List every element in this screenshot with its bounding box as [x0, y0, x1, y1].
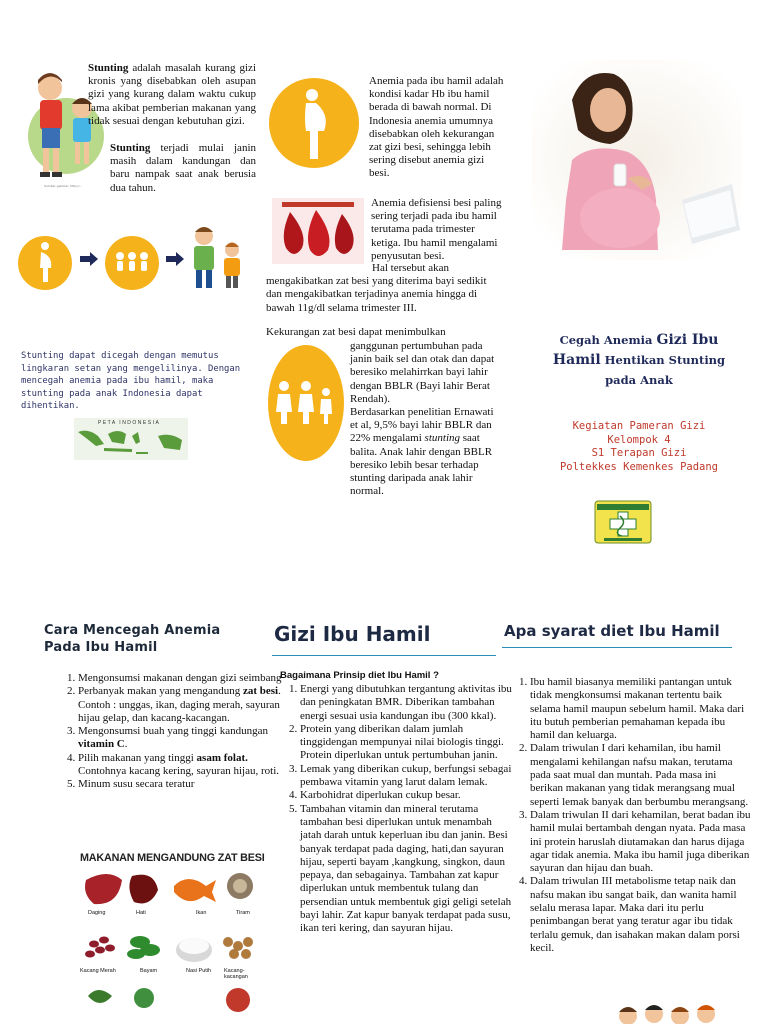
- list-item: 4. Karbohidrat diperlukan cukup besar.: [300, 789, 512, 802]
- panel-cover: [510, 60, 768, 560]
- panel-prevention: [44, 620, 282, 1024]
- list-item: 3. Lemak yang diberikan cukup, berfungsi sebagai pembawa vitamin yang larut dalam lemak.: [300, 763, 512, 790]
- food-label: Ikan: [196, 910, 207, 916]
- diet-principles-list: [278, 683, 512, 936]
- food-label: Kacang-kacangan: [224, 968, 248, 980]
- food-images: [78, 868, 268, 1024]
- svg-text:Sumber gambar: http://...: Sumber gambar: http://...: [44, 184, 83, 188]
- blood-cells-image: [272, 198, 364, 264]
- food-label: Tiram: [236, 910, 250, 916]
- list-item: 1. Energi yang dibutuhkan tergantung aktivitas ibu dan peningkatan BMR. Diberikan tambahan energi sesuai usia kandungan ibu (300 kkal).: [300, 683, 512, 723]
- food-label: Bayam: [140, 968, 158, 974]
- panel-nutrition: [272, 620, 512, 1024]
- list-item: 2. Perbanyak makan yang mengandung zat besi. Contoh : unggas, ikan, daging merah, sayuran hijau gelap, dan kacang-kacangan.: [78, 685, 282, 725]
- title-divider: [502, 647, 732, 648]
- deficiency-lead: Kekurangan zat besi dapat menimbulkan: [266, 326, 446, 338]
- kids-illustration: [614, 1000, 724, 1024]
- list-item: 5. Minum susu secara teratur: [78, 778, 282, 791]
- stunting-prevention-note: Stunting dapat dicegah dengan memutus lingkaran setan yang mengelilinya. Dengan mencegah anemia pada ibu hamil, maka stunting pada anak Indonesia dapat dihentikan.: [21, 351, 241, 412]
- prevention-title: Cara Mencegah Anemia Pada Ibu Hamil: [44, 623, 221, 655]
- event-info: Kegiatan Pameran Gizi Kelompok 4 S1 Terapan Gizi Poltekkes Kemenkes Padang: [559, 420, 719, 473]
- food-label: Daging: [88, 910, 106, 916]
- list-item: 1. Ibu hamil biasanya memiliki pantangan untuk tidak mengkonsumsi makanan tertentu baik selama hamil maupun sebelum hamil. Maka dari itu butuh pemberian pemahaman kepada ibu hamil dan keluarga.: [530, 676, 752, 742]
- nutrition-subtitle: Bagaimana Prinsip diet Ibu Hamil ?: [280, 670, 439, 681]
- food-label: Kacang Merah: [80, 968, 116, 974]
- list-item: 5. Tambahan vitamin dan mineral terutama tambahan besi diperlukan untuk menambah jatah darah untuk keperluan ibu dan janin. Besi banyak terdapat pada daging, hati,dan sayuran hijau, seperti bayam ,kangkung, singkon, daun pepaya, dan sebagainya. Tambahan zat kapur diperlukan untuk membentuk tulang dan persendian untuk membentuk gigi geligi setelah bayi lahir. Zat kapur banyak terdapat pada susu, ikan teri kering, dan sayuran hijau.: [300, 803, 512, 936]
- food-label: Hati: [136, 910, 146, 916]
- prevention-list: [56, 672, 282, 792]
- diet-requirements-title: Apa syarat diet Ibu Hamil: [504, 622, 720, 640]
- list-item: 2. Dalam triwulan I dari kehamilan, ibu hamil mengalami kehilangan nafsu makan, terutama pada saat mual dan muntah. Pada masa ini berikan makanan yang tidak merangsang mual seperti lemak banyak dan berbumbu merangsang.: [530, 742, 752, 808]
- panel-anemia: [266, 72, 504, 498]
- anemia-definition: Anemia pada ibu hamil adalah kondisi kadar Hb ibu hamil berada di bawah normal. Di Indonesia anemia umumnya disebabkan oleh kekurangan zat gizi besi, sehingga lebih sering disebut anemia gizi besi.: [369, 75, 504, 180]
- iron-deficiency-text: Anemia defisiensi besi paling sering terjadi pada ibu hamil terutama pada trimester ketiga. Ibu hamil mengalami penyusutan besi.: [371, 197, 502, 262]
- stunting-cycle-icons: [18, 216, 254, 296]
- poltekkes-logo: [594, 500, 652, 544]
- nutrition-title: Gizi Ibu Hamil: [274, 622, 431, 646]
- diet-requirements-list: [508, 676, 752, 955]
- stunting-definition: Stunting adalah masalah kurang gizi kronis yang disebabkan oleh asupan gizi yang kurang dalam waktu cukup lama akibat pemberian makanan yang tidak sesuai dengan kebutuhan gizi.: [88, 62, 256, 127]
- panel-diet-requirements: [502, 620, 751, 1024]
- deficiency-text: ganggunan pertumbuhan pada janin baik sel dan otak dan dapat beresiko melahirrkan bayi lahir dengan BBLR (Bayi lahir Berat Rendah).: [350, 340, 495, 405]
- cover-title: Cegah Anemia Gizi Ibu Hamil Hentikan Stunting pada Anak: [552, 332, 726, 387]
- family-icon: [266, 342, 346, 464]
- pregnant-woman-photo: [532, 60, 742, 260]
- stunting-onset: Stunting terjadi mulai janin masih dalam kandungan dan baru nampak saat anak berusia dua tahun.: [110, 142, 256, 194]
- list-item: 4. Pilih makanan yang tinggi asam folat. Contohnya kacang kering, sayuran hijau, roti.: [78, 752, 282, 779]
- list-item: 3. Mengonsumsi buah yang tinggi kandungan vitamin C.: [78, 725, 282, 752]
- list-item: 3. Dalam triwulan II dari kehamilan, berat badan ibu hamil mulai bertambah dengan nyata. Pada masa ini protein haruslah diutamakan dan harus dijaga agar tidak anemia. Maka ibu hamil juga diberikan sayuran dan hijau dan buah.: [530, 809, 752, 875]
- title-divider: [272, 655, 496, 656]
- food-poster-title: MAKANAN MENGANDUNG ZAT BESI: [80, 852, 265, 864]
- panel-stunting: [18, 60, 258, 460]
- pregnant-woman-icon: [266, 75, 362, 171]
- map-label: PETA INDONESIA: [98, 420, 161, 426]
- list-item: 4. Dalam triwulan III metabolisme tetap naik dan nafsu makan ibu sangat baik, dan wanita hamil selalu merasa lapar. Maka dari itu perlu penimbangan berat yang teratur agar ibu tidak terlalu gemuk, dan isahakan makan dalam porsi kecil.: [530, 875, 752, 955]
- list-item: 2. Protein yang diberikan dalam jumlah tinggidengan mempunyai nilai biologis tinggi. Protein diperlukan untuk pertumbuhan janin.: [300, 723, 512, 763]
- list-item: 1. Mengonsumsi makanan dengan gizi seimbang: [78, 672, 282, 685]
- food-label: Nasi Putih: [186, 968, 212, 974]
- iron-deficiency-consequence: Hal tersebut akan mengakibatkan zat besi yang diterima bayi sedikit dan mengakibatkan terjadinya anemia hingga di bawah 11g/dl selama trimester III.: [266, 262, 487, 314]
- research-text: Berdasarkan penelitian Ernawati et al, 9,5% bayi lahir BBLR dan 22% mengalami stunting saat balita. Anak lahir dengan BBLR beresiko lebih besar terhadap stunting daripada anak lahir normal.: [350, 406, 494, 498]
- iron-foods-poster: [78, 848, 268, 1024]
